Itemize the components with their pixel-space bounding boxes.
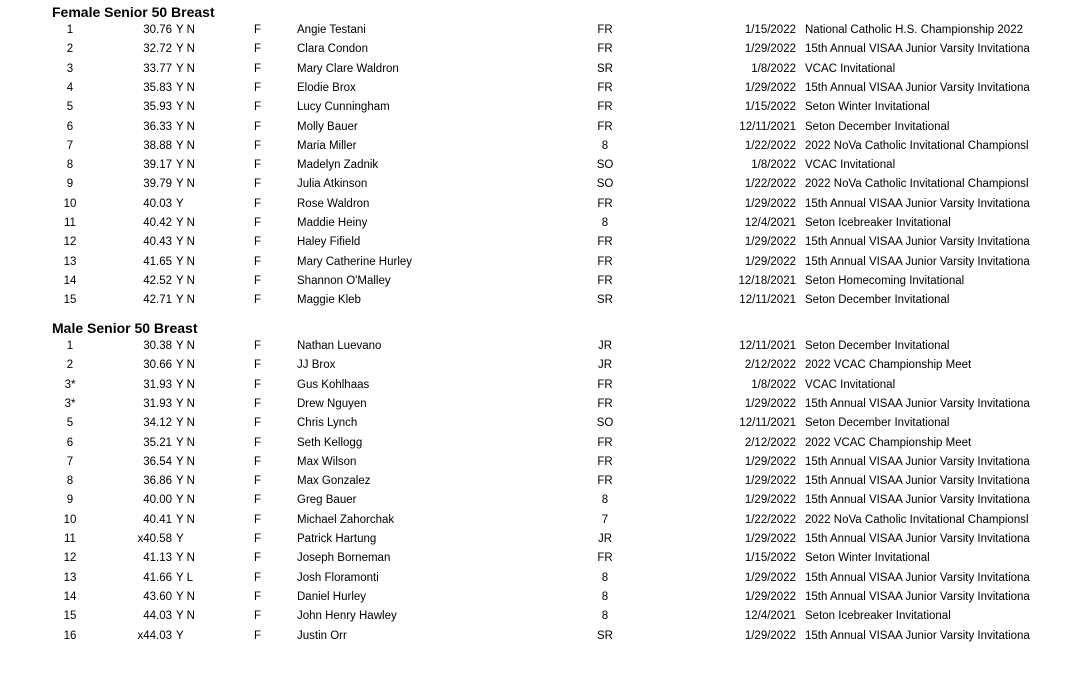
time-cell: 31.93 [143, 378, 172, 391]
rank-cell: 8 [66, 159, 74, 172]
flags-cell: Y N [176, 340, 195, 352]
meet-name: Seton December Invitational [805, 120, 950, 133]
swimmer-name: Mary Clare Waldron [297, 62, 399, 75]
grade-cell: FR [597, 436, 613, 449]
time-cell: 41.66 [143, 571, 172, 584]
time-cell: 31.93 [143, 397, 172, 410]
grade-cell: SR [597, 294, 613, 307]
table-row [0, 137, 1080, 156]
rank-cell: 12 [63, 552, 77, 565]
rank-cell: 4 [66, 81, 74, 94]
table-row [0, 395, 1080, 414]
meet-date: 1/22/2022 [744, 513, 796, 526]
grade-cell: 8 [601, 217, 609, 229]
flags-cell: Y N [176, 397, 195, 410]
meet-date: 1/29/2022 [744, 571, 796, 584]
time-cell: 40.00 [143, 494, 172, 507]
grade-cell: JR [597, 340, 613, 352]
meet-date: 12/18/2021 [738, 274, 796, 287]
table-row [0, 156, 1080, 175]
meet-name: 15th Annual VISAA Junior Varsity Invitationa [805, 197, 1030, 210]
grade-cell: FR [597, 197, 613, 210]
meet-name: Seton Icebreaker Invitational [805, 610, 951, 623]
flags-cell: Y N [176, 62, 195, 75]
rank-cell: 3* [64, 378, 76, 391]
course-cell: F [254, 255, 262, 268]
grade-cell: FR [597, 274, 613, 287]
flags-cell: Y [176, 533, 184, 545]
meet-name: 15th Annual VISAA Junior Varsity Invitationa [805, 494, 1030, 507]
course-cell: F [254, 359, 262, 372]
time-cell: 39.79 [143, 178, 172, 191]
meet-date: 12/11/2021 [739, 294, 796, 307]
table-row [0, 291, 1080, 310]
time-cell: 36.86 [143, 475, 172, 488]
time-cell: 35.21 [143, 436, 172, 449]
swimmer-name: Michael Zahorchak [297, 513, 395, 526]
swimmer-name: Daniel Hurley [297, 590, 367, 603]
course-cell: F [254, 62, 262, 75]
meet-name: 15th Annual VISAA Junior Varsity Invitationa [805, 236, 1030, 249]
rank-cell: 8 [66, 475, 74, 488]
grade-cell: FR [597, 378, 613, 391]
meet-name: 2022 NoVa Catholic Invitational Championsl [805, 513, 1029, 526]
time-cell: 40.43 [143, 236, 172, 249]
swimmer-name: JJ Brox [297, 359, 336, 372]
course-cell: F [254, 436, 262, 449]
meet-name: Seton Winter Invitational [805, 552, 930, 565]
time-cell: x40.58 [137, 533, 172, 545]
flags-cell: Y N [176, 513, 195, 526]
rank-cell: 7 [66, 455, 74, 468]
grade-cell: FR [597, 255, 613, 268]
rank-cell: 14 [63, 274, 77, 287]
rank-cell: 16 [63, 629, 77, 642]
rank-cell: 11 [64, 217, 76, 229]
time-cell: 42.52 [143, 274, 172, 287]
swimmer-name: Lucy Cunningham [297, 101, 390, 114]
flags-cell: Y N [176, 475, 195, 488]
flags-cell: Y N [176, 101, 195, 114]
meet-date: 1/8/2022 [751, 159, 796, 172]
course-cell: F [254, 475, 262, 488]
course-cell: F [254, 294, 262, 307]
meet-date: 1/29/2022 [744, 475, 796, 488]
course-cell: F [254, 120, 262, 133]
flags-cell: Y N [176, 610, 195, 623]
swimmer-name: John Henry Hawley [297, 610, 397, 623]
course-cell: F [254, 139, 262, 152]
time-cell: 41.13 [143, 552, 172, 565]
course-cell: F [254, 513, 262, 526]
grade-cell: SO [596, 417, 614, 430]
swimmer-name: Joseph Borneman [297, 552, 391, 565]
swimmer-name: Maddie Heiny [297, 217, 368, 229]
meet-name: 2022 VCAC Championship Meet [805, 436, 972, 449]
meet-name: Seton December Invitational [805, 417, 950, 430]
meet-name: Seton December Invitational [805, 340, 950, 352]
meet-date: 2/12/2022 [744, 359, 796, 372]
rank-cell: 2 [66, 43, 74, 56]
course-cell: F [254, 590, 262, 603]
course-cell: F [254, 629, 262, 642]
table-row [0, 175, 1080, 194]
flags-cell: Y [176, 197, 184, 210]
swimmer-name: Elodie Brox [297, 81, 356, 94]
rank-cell: 6 [66, 120, 74, 133]
flags-cell: Y N [176, 24, 195, 36]
time-cell: 41.65 [143, 255, 172, 268]
meet-date: 1/29/2022 [744, 590, 796, 603]
grade-cell: FR [597, 397, 613, 410]
grade-cell: FR [597, 24, 613, 36]
meet-date: 1/29/2022 [744, 455, 796, 468]
table-row [0, 376, 1080, 395]
table-row [0, 511, 1080, 530]
rank-cell: 1 [66, 340, 74, 352]
table-row [0, 337, 1080, 356]
rank-cell: 9 [66, 178, 74, 191]
rank-cell: 1 [66, 24, 74, 36]
swimmer-name: Josh Floramonti [297, 571, 379, 584]
meet-date: 1/15/2022 [744, 24, 796, 36]
meet-name: Seton Winter Invitational [805, 101, 930, 114]
table-row [0, 195, 1080, 214]
swimmer-name: Gus Kohlhaas [297, 378, 370, 391]
rank-cell: 3 [66, 62, 74, 75]
time-cell: 39.17 [143, 159, 172, 172]
grade-cell: SO [596, 159, 614, 172]
swimmer-name: Max Wilson [297, 455, 357, 468]
grade-cell: 8 [601, 610, 609, 623]
meet-date: 1/29/2022 [744, 255, 796, 268]
flags-cell: Y N [176, 494, 195, 507]
swimmer-name: Madelyn Zadnik [297, 159, 379, 172]
grade-cell: FR [597, 455, 613, 468]
meet-date: 1/29/2022 [744, 397, 796, 410]
meet-date: 1/29/2022 [744, 197, 796, 210]
grade-cell: FR [597, 120, 613, 133]
course-cell: F [254, 178, 262, 191]
rank-cell: 2 [66, 359, 74, 372]
meet-name: 15th Annual VISAA Junior Varsity Invitationa [805, 455, 1030, 468]
swimmer-name: Maria Miller [297, 139, 357, 152]
swimmer-name: Shannon O'Malley [297, 274, 391, 287]
table-row [0, 79, 1080, 98]
course-cell: F [254, 378, 262, 391]
rank-cell: 11 [64, 533, 76, 545]
table-row [0, 98, 1080, 117]
meet-date: 1/22/2022 [744, 178, 796, 191]
swimmer-name: Drew Nguyen [297, 397, 367, 410]
meet-date: 1/8/2022 [751, 62, 796, 75]
course-cell: F [254, 340, 262, 352]
time-cell: 43.60 [143, 590, 172, 603]
rank-cell: 12 [63, 236, 77, 249]
course-cell: F [254, 81, 262, 94]
meet-name: 15th Annual VISAA Junior Varsity Invitationa [805, 590, 1030, 603]
time-cell: 44.03 [143, 610, 172, 623]
course-cell: F [254, 197, 262, 210]
swimmer-name: Maggie Kleb [297, 294, 361, 307]
course-cell: F [254, 417, 262, 430]
table-row [0, 414, 1080, 433]
swimmer-name: Clara Condon [297, 43, 368, 56]
table-row [0, 214, 1080, 233]
meet-date: 12/4/2021 [744, 610, 796, 623]
table-row [0, 253, 1080, 272]
course-cell: F [254, 24, 262, 36]
flags-cell: Y N [176, 139, 195, 152]
grade-cell: FR [597, 81, 613, 94]
grade-cell: SO [596, 178, 614, 191]
meet-name: Seton Homecoming Invitational [805, 274, 965, 287]
swimmer-name: Molly Bauer [297, 120, 358, 133]
meet-date: 1/29/2022 [744, 629, 796, 642]
meet-date: 1/22/2022 [744, 139, 796, 152]
swimmer-name: Patrick Hartung [297, 533, 377, 545]
time-cell: 34.12 [143, 417, 172, 430]
time-cell: 35.93 [143, 101, 172, 114]
table-row [0, 356, 1080, 375]
table-row [0, 118, 1080, 137]
grade-cell: 8 [601, 590, 609, 603]
meet-name: 15th Annual VISAA Junior Varsity Invitationa [805, 629, 1030, 642]
table-row [0, 272, 1080, 291]
meet-name: 15th Annual VISAA Junior Varsity Invitationa [805, 533, 1030, 545]
course-cell: F [254, 101, 262, 114]
flags-cell: Y N [176, 378, 195, 391]
rank-cell: 10 [63, 197, 77, 210]
meet-name: Seton Icebreaker Invitational [805, 217, 951, 229]
time-cell: 33.77 [143, 62, 172, 75]
meet-name: 2022 NoVa Catholic Invitational Championsl [805, 178, 1029, 191]
meet-date: 1/29/2022 [744, 43, 796, 56]
time-cell: 40.41 [143, 513, 172, 526]
time-cell: 30.66 [143, 359, 172, 372]
rank-cell: 5 [66, 101, 74, 114]
meet-name: 2022 NoVa Catholic Invitational Championsl [805, 139, 1029, 152]
rank-cell: 14 [63, 590, 77, 603]
flags-cell: Y N [176, 159, 195, 172]
table-row [0, 60, 1080, 79]
rank-cell: 13 [63, 571, 77, 584]
meet-name: VCAC Invitational [805, 378, 896, 391]
grade-cell: SR [597, 62, 613, 75]
table-row [0, 549, 1080, 568]
meet-name: National Catholic H.S. Championship 2022 [805, 24, 1023, 36]
meet-date: 1/29/2022 [744, 81, 796, 94]
rank-cell: 10 [63, 513, 77, 526]
grade-cell: 8 [601, 571, 609, 584]
meet-date: 1/29/2022 [744, 533, 796, 545]
time-cell: 36.54 [143, 455, 172, 468]
grade-cell: FR [597, 101, 613, 114]
table-row [0, 530, 1080, 549]
grade-cell: FR [597, 43, 613, 56]
course-cell: F [254, 159, 262, 172]
section-title: Male Senior 50 Breast [52, 320, 198, 336]
course-cell: F [254, 552, 262, 565]
grade-cell: 8 [601, 139, 609, 152]
table-row [0, 21, 1080, 40]
swimmer-name: Chris Lynch [297, 417, 358, 430]
rank-cell: 13 [63, 255, 77, 268]
table-row [0, 627, 1080, 646]
flags-cell: Y N [176, 436, 195, 449]
meet-name: VCAC Invitational [805, 159, 896, 172]
flags-cell: Y L [176, 571, 194, 584]
grade-cell: 7 [601, 513, 609, 526]
flags-cell: Y N [176, 417, 195, 430]
grade-cell: FR [597, 475, 613, 488]
meet-name: VCAC Invitational [805, 62, 896, 75]
meet-name: 15th Annual VISAA Junior Varsity Invitationa [805, 81, 1030, 94]
meet-date: 12/11/2021 [739, 417, 796, 430]
rank-cell: 5 [66, 417, 74, 430]
grade-cell: JR [597, 359, 613, 372]
time-cell: 30.76 [143, 24, 172, 36]
rank-cell: 6 [66, 436, 74, 449]
meet-date: 1/29/2022 [744, 494, 796, 507]
grade-cell: SR [597, 629, 613, 642]
table-row [0, 569, 1080, 588]
flags-cell: Y N [176, 359, 195, 372]
flags-cell: Y N [176, 236, 195, 249]
meet-date: 12/11/2021 [739, 340, 796, 352]
meet-date: 1/15/2022 [744, 552, 796, 565]
swimmer-name: Nathan Luevano [297, 340, 382, 352]
section-title: Female Senior 50 Breast [52, 4, 215, 20]
table-row [0, 453, 1080, 472]
swimmer-name: Haley Fifield [297, 236, 361, 249]
table-row [0, 434, 1080, 453]
meet-date: 1/15/2022 [744, 101, 796, 114]
flags-cell: Y N [176, 178, 195, 191]
grade-cell: JR [597, 533, 613, 545]
course-cell: F [254, 43, 262, 56]
meet-name: 15th Annual VISAA Junior Varsity Invitationa [805, 571, 1030, 584]
grade-cell: FR [597, 236, 613, 249]
course-cell: F [254, 236, 262, 249]
time-cell: 40.03 [143, 197, 172, 210]
course-cell: F [254, 610, 262, 623]
time-cell: 30.38 [143, 340, 172, 352]
meet-date: 2/12/2022 [744, 436, 796, 449]
meet-name: 15th Annual VISAA Junior Varsity Invitationa [805, 397, 1030, 410]
time-cell: 42.71 [143, 294, 172, 307]
flags-cell: Y N [176, 455, 195, 468]
rank-cell: 9 [66, 494, 74, 507]
swimmer-name: Julia Atkinson [297, 178, 368, 191]
rank-cell: 15 [63, 610, 77, 623]
flags-cell: Y N [176, 274, 195, 287]
meet-name: 15th Annual VISAA Junior Varsity Invitationa [805, 43, 1030, 56]
rank-cell: 15 [63, 294, 77, 307]
grade-cell: 8 [601, 494, 609, 507]
swimmer-name: Seth Kellogg [297, 436, 363, 449]
swimmer-name: Greg Bauer [297, 494, 357, 507]
flags-cell: Y N [176, 294, 195, 307]
table-row [0, 491, 1080, 510]
flags-cell: Y N [176, 81, 195, 94]
swimmer-name: Angie Testani [297, 24, 366, 36]
meet-name: 15th Annual VISAA Junior Varsity Invitationa [805, 255, 1030, 268]
rank-cell: 7 [66, 139, 74, 152]
time-cell: 38.88 [143, 139, 172, 152]
rank-cell: 3* [64, 397, 76, 410]
time-cell: x44.03 [137, 629, 172, 642]
flags-cell: Y N [176, 552, 195, 565]
time-cell: 35.83 [143, 81, 172, 94]
flags-cell: Y N [176, 590, 195, 603]
course-cell: F [254, 397, 262, 410]
table-row [0, 472, 1080, 491]
flags-cell: Y N [176, 217, 195, 229]
table-row [0, 233, 1080, 252]
flags-cell: Y N [176, 120, 195, 133]
grade-cell: FR [597, 552, 613, 565]
table-row [0, 588, 1080, 607]
table-row [0, 40, 1080, 59]
swimmer-name: Rose Waldron [297, 197, 370, 210]
meet-name: 2022 VCAC Championship Meet [805, 359, 972, 372]
course-cell: F [254, 455, 262, 468]
time-cell: 36.33 [143, 120, 172, 133]
flags-cell: Y [176, 629, 184, 642]
meet-date: 12/4/2021 [744, 217, 796, 229]
swimmer-name: Justin Orr [297, 629, 347, 642]
swimmer-name: Max Gonzalez [297, 475, 371, 488]
meet-name: 15th Annual VISAA Junior Varsity Invitationa [805, 475, 1030, 488]
course-cell: F [254, 494, 262, 507]
course-cell: F [254, 217, 262, 229]
course-cell: F [254, 571, 262, 584]
meet-name: Seton December Invitational [805, 294, 950, 307]
meet-date: 1/29/2022 [744, 236, 796, 249]
flags-cell: Y N [176, 255, 195, 268]
course-cell: F [254, 274, 262, 287]
meet-date: 12/11/2021 [739, 120, 796, 133]
time-cell: 40.42 [143, 217, 172, 229]
course-cell: F [254, 533, 262, 545]
meet-date: 1/8/2022 [751, 378, 796, 391]
time-cell: 32.72 [143, 43, 172, 56]
swimmer-name: Mary Catherine Hurley [297, 255, 413, 268]
table-row [0, 607, 1080, 626]
flags-cell: Y N [176, 43, 195, 56]
